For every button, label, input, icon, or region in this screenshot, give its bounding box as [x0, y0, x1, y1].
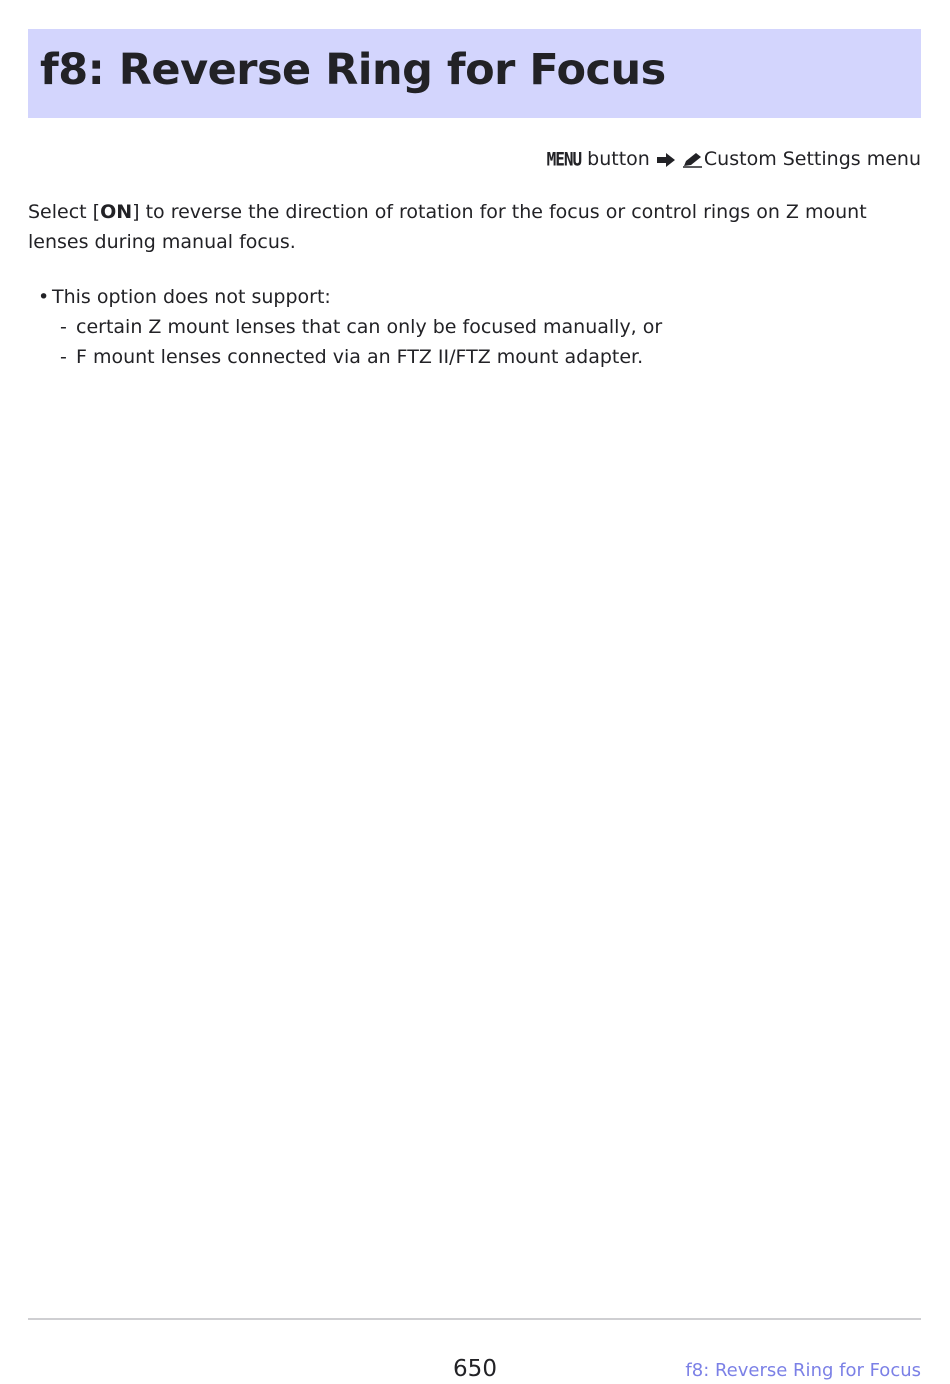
footer-divider: [28, 1318, 921, 1320]
unsupported-lenses-list: [38, 312, 662, 372]
notes-list: [38, 282, 662, 372]
sub-item-text: certain Z mount lenses that can only be focused manually, or: [76, 316, 663, 338]
page-title: f8: Reverse Ring for Focus: [40, 45, 666, 95]
on-option-label: ON: [100, 201, 133, 223]
bullet-marker: •: [38, 286, 50, 308]
page-title-banner: [28, 29, 921, 118]
footer-section-link[interactable]: f8: Reverse Ring for Focus: [685, 1360, 921, 1381]
dash-marker: -: [60, 316, 67, 338]
list-item: [60, 342, 662, 372]
dash-marker: -: [60, 346, 67, 368]
page-number: 650: [453, 1356, 497, 1382]
button-word: button: [587, 148, 650, 170]
intro-suffix: ] to reverse the direction of rotation for the focus or control rings on Z mount lenses during manual focus.: [28, 201, 867, 253]
menu-button-label: MENU: [546, 148, 582, 171]
pencil-icon: [682, 148, 704, 176]
list-item: [60, 312, 662, 342]
sub-item-text: F mount lenses connected via an FTZ II/FTZ mount adapter.: [76, 346, 644, 368]
menu-navigation-path: [547, 145, 921, 176]
intro-prefix: Select [: [28, 201, 101, 223]
intro-paragraph: [28, 197, 923, 257]
list-item: [38, 282, 662, 372]
right-arrow-icon: [656, 148, 676, 176]
custom-settings-menu-label: Custom Settings menu: [703, 148, 921, 170]
notes-bullet-text: This option does not support:: [52, 286, 331, 308]
